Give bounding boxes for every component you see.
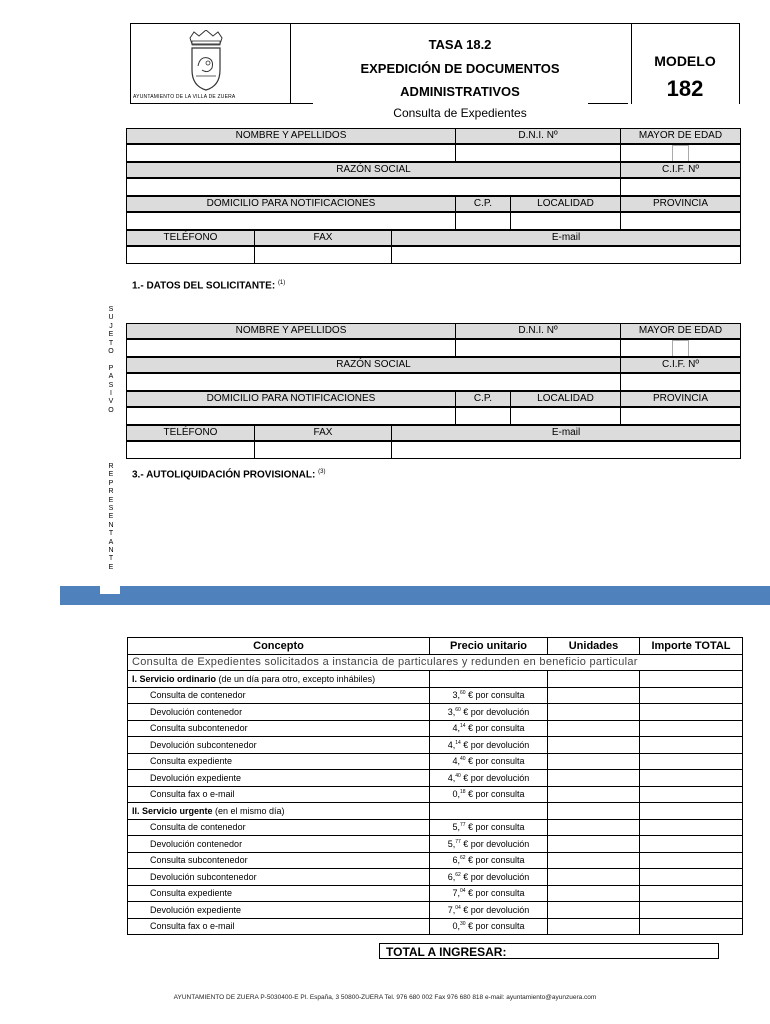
unidades-input[interactable] [548,786,640,803]
modelo-label: MODELO [654,53,716,69]
group-ordinario [128,671,743,803]
domicilio-input[interactable] [126,212,456,230]
intro-text: Consulta de Expedientes solicitados a instancia de particulares y redunden en beneficio particular [128,654,743,671]
unidades-input[interactable] [548,770,640,787]
localidad-input[interactable] [510,212,621,230]
price-dec: 40 [459,756,466,763]
vertical-letter: O [108,347,114,355]
concept-cell: Consulta de contenedor [128,819,430,836]
col-concepto: Concepto [128,638,430,655]
concept-cell: Devolución contenedor [128,836,430,853]
unidades-input[interactable] [548,720,640,737]
price-int: 4, [447,739,456,750]
importe-input[interactable] [640,720,743,737]
importe-input[interactable] [640,687,743,704]
title-line-1: TASA 18.2 [428,37,492,52]
unidades-input[interactable] [548,902,640,919]
section-datos-solicitante: 1.- DATOS DEL SOLICITANTE: $^{(1)}$ [132,280,286,292]
price-unit: € por devolución [460,904,530,915]
table-row [128,836,743,853]
domicilio-input[interactable] [126,407,456,425]
importe-input[interactable] [640,869,743,886]
group-header [128,671,430,688]
cif-input[interactable] [620,373,741,391]
label-razon-social: RAZÓN SOCIAL [126,162,621,178]
intro-row [128,654,743,671]
price-int: 7, [452,888,460,899]
price-int: 5, [447,838,456,849]
group-header-row [128,671,743,688]
table-row [128,753,743,770]
price-dec: 62 [455,871,461,878]
empty-cell [640,671,743,688]
price-unit: € por devolución [460,871,530,882]
mayor-edad-checkbox[interactable] [672,145,689,162]
vertical-letter: N [108,546,114,554]
vertical-letter: E [108,563,114,571]
label-fax: FAX [254,230,392,246]
price-int: 7, [447,904,456,915]
vertical-letter: T [108,339,114,347]
price-unit: € por consulta [465,789,525,800]
price-int: 0, [452,789,460,800]
provincia-input[interactable] [620,407,741,425]
label-cif: C.I.F. Nº [620,162,741,178]
concept-cell: Consulta subcontenedor [128,720,430,737]
price-cell [430,852,548,869]
price-unit: € por consulta [465,855,525,866]
table-row [128,704,743,721]
header-bottom-line-left [130,103,313,104]
vertical-letter [106,356,116,364]
price-dec: 60 [455,706,461,713]
razon-social-input[interactable] [126,178,621,196]
price-unit: € por consulta [465,756,525,767]
label-mayor: MAYOR DE EDAD [620,128,741,144]
price-unit: € por consulta [465,723,525,734]
label-cif: C.I.F. Nº [620,357,741,373]
label-telefono: TELÉFONO [126,425,255,441]
label-domicilio: DOMICILIO PARA NOTIFICACIONES [126,196,456,212]
price-cell [430,885,548,902]
accent-bar-tab [100,580,120,594]
empty-cell [430,671,548,688]
title-line-3: ADMINISTRATIVOS [400,84,520,99]
importe-input[interactable] [640,819,743,836]
importe-input[interactable] [640,885,743,902]
price-dec: 30 [459,921,466,928]
section-datos-text: 1.- DATOS DEL SOLICITANTE [132,280,272,292]
price-cell [430,770,548,787]
cp-input[interactable] [455,407,511,425]
group-title: I. Servicio ordinario [132,673,217,684]
price-unit: € por consulta [465,822,525,833]
price-unit: € por devolución [460,838,530,849]
vertical-letter: E [108,471,114,479]
price-cell [430,737,548,754]
price-int: 3, [452,690,460,701]
price-unit: € por devolución [460,706,530,717]
concept-cell: Consulta de contenedor [128,687,430,704]
coat-of-arms-logo [186,30,226,92]
mayor-edad-cell [620,144,741,162]
unidades-input[interactable] [548,869,640,886]
group-note: (de un día para otro, excepto inhábiles) [216,673,376,684]
price-int: 6, [447,871,456,882]
concept-cell: Devolución subcontenedor [128,737,430,754]
price-dec: 18 [459,789,466,796]
label-domicilio: DOMICILIO PARA NOTIFICACIONES [126,391,456,407]
table-row [128,885,743,902]
importe-input[interactable] [640,786,743,803]
email-input[interactable] [391,441,741,459]
concept-cell: Consulta fax o e-mail [128,918,430,935]
vertical-label-representante [106,463,116,572]
col-unidades: Unidades [548,638,640,655]
section-auto-note: (3) [318,469,326,475]
table-row [128,737,743,754]
unidades-input[interactable] [548,885,640,902]
vertical-letter: O [108,406,114,414]
subtitle: Consulta de Expedientes [393,106,527,120]
group-urgente [128,803,743,935]
price-dec: 62 [459,855,466,862]
label-cp: C.P. [455,391,511,407]
price-int: 6, [452,855,460,866]
label-email: E-mail [391,230,741,246]
price-dec: 60 [459,690,466,697]
col-importe: Importe TOTAL [640,638,743,655]
importe-input[interactable] [640,902,743,919]
importe-input[interactable] [640,918,743,935]
unidades-input[interactable] [548,918,640,935]
email-input[interactable] [391,246,741,264]
vertical-letter: E [108,513,114,521]
unidades-input[interactable] [548,819,640,836]
concept-cell: Consulta expediente [128,885,430,902]
concept-cell: Devolución subcontenedor [128,869,430,886]
price-cell [430,902,548,919]
col-precio: Precio unitario [430,638,548,655]
dni-input[interactable] [455,144,621,162]
table-row [128,902,743,919]
table-row [128,819,743,836]
price-cell [430,836,548,853]
unidades-input[interactable] [548,852,640,869]
vertical-letter: T [108,555,114,563]
price-int: 5, [452,822,460,833]
price-table-header [128,638,743,655]
vertical-letter: J [109,322,113,330]
mayor-edad-cell [620,339,741,357]
fax-input[interactable] [254,246,392,264]
price-cell [430,720,548,737]
importe-input[interactable] [640,753,743,770]
label-localidad: LOCALIDAD [510,196,621,212]
vertical-letter: S [108,306,114,313]
vertical-letter: R [108,488,114,496]
vertical-label-sujeto-pasivo [106,306,116,415]
concept-cell: Consulta subcontenedor [128,852,430,869]
unidades-input[interactable] [548,687,640,704]
price-int: 4, [447,772,456,783]
price-cell [430,869,548,886]
group-note: (en el mismo día) [212,805,285,816]
telefono-input[interactable] [126,441,255,459]
unidades-input[interactable] [548,704,640,721]
price-int: 0, [452,921,460,932]
vertical-letter: P [108,479,114,487]
table-row [128,918,743,935]
importe-input[interactable] [640,737,743,754]
vertical-letter: N [108,521,114,529]
group-title: II. Servicio urgente [132,805,213,816]
unidades-input[interactable] [548,836,640,853]
cp-input[interactable] [455,212,511,230]
razon-social-input[interactable] [126,373,621,391]
price-cell [430,918,548,935]
unidades-input[interactable] [548,753,640,770]
price-int: 4, [452,756,460,767]
price-dec: 04 [455,904,461,911]
cif-input[interactable] [620,178,741,196]
fax-input[interactable] [254,441,392,459]
logo-caption: AYUNTAMIENTO DE LA VILLA DE ZUERA [133,94,236,100]
label-fax: FAX [254,425,392,441]
provincia-input[interactable] [620,212,741,230]
vertical-letter: A [108,538,114,546]
label-provincia: PROVINCIA [620,391,741,407]
concept-cell: Consulta fax o e-mail [128,786,430,803]
dni-input[interactable] [455,339,621,357]
vertical-letter: I [110,389,112,397]
price-unit: € por consulta [465,690,525,701]
importe-input[interactable] [640,836,743,853]
vertical-letter: U [108,314,114,322]
mayor-edad-checkbox[interactable] [672,340,689,357]
empty-cell [548,803,640,820]
table-row [128,786,743,803]
label-nombre: NOMBRE Y APELLIDOS [126,128,456,144]
header-bottom-line-right [588,103,628,104]
price-table [127,637,743,935]
label-provincia: PROVINCIA [620,196,741,212]
footer-address: AYUNTAMIENTO DE ZUERA P-5030400-E Pl. España, 3 50800-ZUERA Tel. 976 680 002 Fax 976 680 818 e-mail: ayuntamiento@ayunzuera.com [173,994,597,1001]
empty-cell [548,671,640,688]
label-dni: D.N.I. Nº [455,128,621,144]
label-razon-social: RAZÓN SOCIAL [126,357,621,373]
price-cell [430,786,548,803]
telefono-input[interactable] [126,246,255,264]
label-telefono: TELÉFONO [126,230,255,246]
concept-cell: Consulta expediente [128,753,430,770]
concept-cell: Devolución expediente [128,902,430,919]
table-row [128,720,743,737]
nombre-input[interactable] [126,339,456,357]
price-cell [430,687,548,704]
title-line-2: EXPEDICIÓN DE DOCUMENTOS [360,61,560,76]
table-row [128,770,743,787]
vertical-letter: S [108,381,114,389]
label-nombre: NOMBRE Y APELLIDOS [126,323,456,339]
concept-cell: Devolución expediente [128,770,430,787]
price-dec: 14 [459,723,466,730]
section-autoliquidacion: 3.- AUTOLIQUIDACIÓN PROVISIONAL: $^{(3)}$ [132,469,326,481]
table-row [128,687,743,704]
label-localidad: LOCALIDAD [510,391,621,407]
label-mayor: MAYOR DE EDAD [620,323,741,339]
empty-cell [640,803,743,820]
vertical-letter: P [108,364,114,372]
section-auto-text: 3.- AUTOLIQUIDACIÓN PROVISIONAL [132,469,313,481]
vertical-letter: R [108,463,114,470]
label-cp: C.P. [455,196,511,212]
concept-cell: Devolución contenedor [128,704,430,721]
price-unit: € por devolución [460,739,530,750]
price-int: 4, [452,723,460,734]
price-cell [430,704,548,721]
localidad-input[interactable] [510,407,621,425]
price-dec: 14 [455,739,461,746]
price-cell [430,753,548,770]
price-dec: 77 [455,838,461,845]
vertical-letter: A [108,373,114,381]
price-dec: 40 [455,772,461,779]
price-dec: 77 [459,822,466,829]
vertical-letter: T [108,530,114,538]
nombre-input[interactable] [126,144,456,162]
importe-input[interactable] [640,770,743,787]
price-cell [430,819,548,836]
importe-input[interactable] [640,852,743,869]
group-header-row [128,803,743,820]
modelo-number: 182 [666,76,704,101]
table-row [128,869,743,886]
vertical-letter: S [108,504,114,512]
price-unit: € por devolución [460,772,530,783]
vertical-letter: E [108,331,114,339]
price-unit: € por consulta [465,921,525,932]
importe-input[interactable] [640,704,743,721]
vertical-letter: E [108,496,114,504]
group-header [128,803,430,820]
price-unit: € por consulta [465,888,525,899]
total-a-ingresar: TOTAL A INGRESAR: [379,943,719,959]
unidades-input[interactable] [548,737,640,754]
label-dni: D.N.I. Nº [455,323,621,339]
price-dec: 04 [459,888,466,895]
price-int: 3, [447,706,456,717]
section-datos-note: (1) [277,280,286,286]
empty-cell [430,803,548,820]
accent-bar [60,586,770,605]
label-email: E-mail [391,425,741,441]
table-row [128,852,743,869]
vertical-letter: V [108,398,114,406]
